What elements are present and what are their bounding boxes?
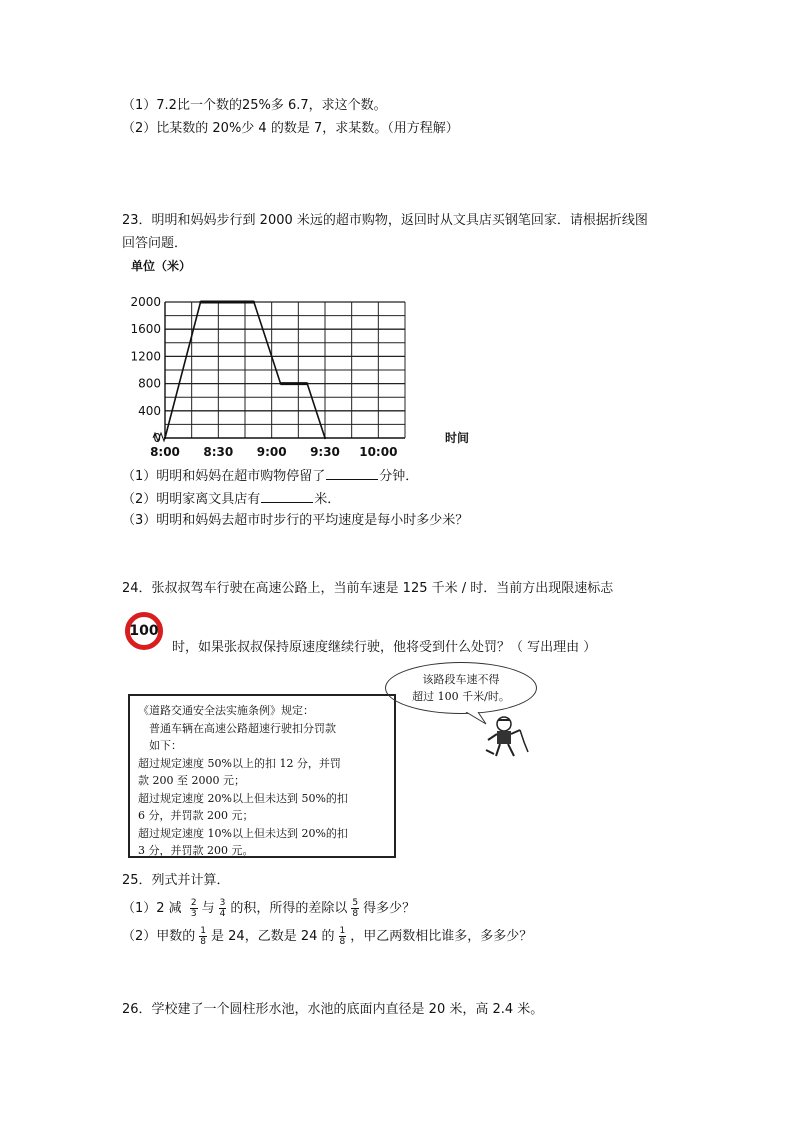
q24-stem-line1: 24．张叔叔驾车行驶在高速公路上，当前车速是 125 千米 / 时．当前方出现限速标志 (122, 581, 614, 596)
fraction-denominator: 8 (339, 937, 346, 947)
y-tick-label: 0 (153, 431, 161, 445)
speech-bubble (385, 662, 537, 714)
x-tick-label: 9:00 (256, 445, 287, 459)
fraction-numerator: 2 (190, 898, 197, 908)
series-point (253, 301, 255, 303)
fraction-numerator: 3 (219, 898, 226, 908)
fraction-5-8 (351, 898, 359, 919)
chart-grid (165, 302, 405, 438)
q24-stem-line2: 时，如果张叔叔保持原速度继续行驶，他将受到什么处罚？（ 写出理由 ） (172, 640, 597, 655)
rules-line: 超过规定速度 20%以上但未达到 50%的扣 (138, 791, 348, 805)
fraction-1-8 (339, 926, 347, 947)
q25-part2-text-a: （2）甲数的 (122, 929, 196, 944)
q25-part1 (122, 898, 415, 920)
x-tick-label: 8:30 (203, 445, 234, 459)
q25-part2-text-b: 是 24，乙数是 24 的 (211, 929, 335, 944)
series-point (199, 301, 201, 303)
q25-part1-text-c: 的积，所得的差除以 (230, 901, 348, 916)
rules-line: 普通车辆在高速公路超速行驶扣分罚款 (138, 721, 336, 735)
q23-part1-unit: 分钟． (379, 469, 419, 484)
fraction-denominator: 8 (352, 909, 359, 919)
chart-axes (153, 302, 405, 441)
q23-part2-text: （2）明明家离文具店有 (122, 492, 261, 507)
fraction-numerator: 5 (352, 898, 359, 908)
y-tick-label: 800 (138, 376, 161, 391)
speed-limit-sign-icon: 100 (125, 612, 163, 650)
series-point (164, 437, 166, 439)
chart-tick-labels (130, 295, 397, 459)
answer-blank[interactable] (326, 465, 378, 480)
bubble-line1: 该路段车速不得 (422, 673, 500, 686)
chart-x-axis-label: 时间 (445, 431, 470, 445)
q23-part2-unit: 米． (314, 492, 341, 507)
chart-y-axis-label: 单位（米） (131, 259, 192, 273)
q23-part1 (122, 465, 418, 487)
traffic-rules-box (128, 694, 396, 858)
q23-part1-text: （1）明明和妈妈在超市购物停留了 (122, 469, 326, 484)
q25-part1-text-a: （1）2 减 (122, 901, 182, 916)
series-point (279, 382, 281, 384)
q25-part1-text-d: 得多少？ (363, 901, 416, 916)
answer-blank[interactable] (261, 488, 313, 503)
q23-part2 (122, 488, 340, 510)
bubble-line2: 超过 100 千米/时。 (412, 690, 510, 703)
fraction-numerator: 1 (339, 926, 346, 936)
fraction-2-3 (190, 898, 198, 919)
q25-title: 25．列式并计算． (122, 873, 230, 888)
series-point (324, 437, 326, 439)
q25-part2-text-c: ，甲乙两数相比谁多，多多少？ (350, 929, 533, 944)
fraction-3-4 (219, 898, 227, 919)
rules-line: 款 200 至 2000 元； (138, 774, 245, 787)
rules-line: 超过规定速度 10%以上但未达到 20%的扣 (138, 826, 348, 840)
fraction-1-8 (199, 926, 207, 947)
y-tick-label: 400 (138, 403, 161, 418)
fraction-denominator: 3 (190, 909, 197, 919)
rules-line: 超过规定速度 50%以上的扣 12 分，并罚 (138, 756, 341, 770)
fraction-denominator: 4 (219, 909, 226, 919)
q25-part2 (122, 926, 532, 948)
x-tick-label: 9:30 (310, 445, 340, 459)
series-point (306, 382, 308, 384)
y-tick-label: 1600 (130, 322, 161, 337)
q25-part1-text-b: 与 (201, 901, 215, 916)
q23-stem-line2: 回答问题． (122, 236, 188, 251)
rules-line: 6 分，并罚款 200 元； (138, 809, 254, 822)
fraction-numerator: 1 (200, 926, 207, 936)
q23-part3: （3）明明和妈妈去超市时步行的平均速度是每小时多少米？ (122, 513, 469, 528)
rules-line: 如下： (138, 739, 182, 752)
y-tick-label: 1200 (130, 349, 161, 364)
distance-time-line-chart (125, 256, 485, 466)
x-tick-label: 8:00 (150, 445, 180, 459)
rules-line: 《道路交通安全法实施条例》规定： (138, 704, 314, 717)
fraction-denominator: 8 (200, 937, 207, 947)
y-tick-label: 2000 (130, 295, 161, 309)
q23-stem-line1: 23．明明和妈妈步行到 2000 米远的超市购物，返回时从文具店买钢笔回家．请根据折线图 (122, 213, 648, 228)
cartoon-figure-icon (484, 714, 532, 758)
q22-part1: （1）7.2比一个数的25%多 6.7，求这个数。 (122, 98, 387, 113)
q26-stem: 26．学校建了一个圆柱形水池，水池的底面内直径是 20 米，高 2.4 米。 (122, 1002, 544, 1017)
x-tick-label: 10:00 (359, 445, 398, 459)
rules-line: 3 分，并罚款 200 元。 (138, 844, 254, 857)
q22-part2: （2）比某数的 20%少 4 的数是 7，求某数。（用方程解） (122, 121, 459, 136)
